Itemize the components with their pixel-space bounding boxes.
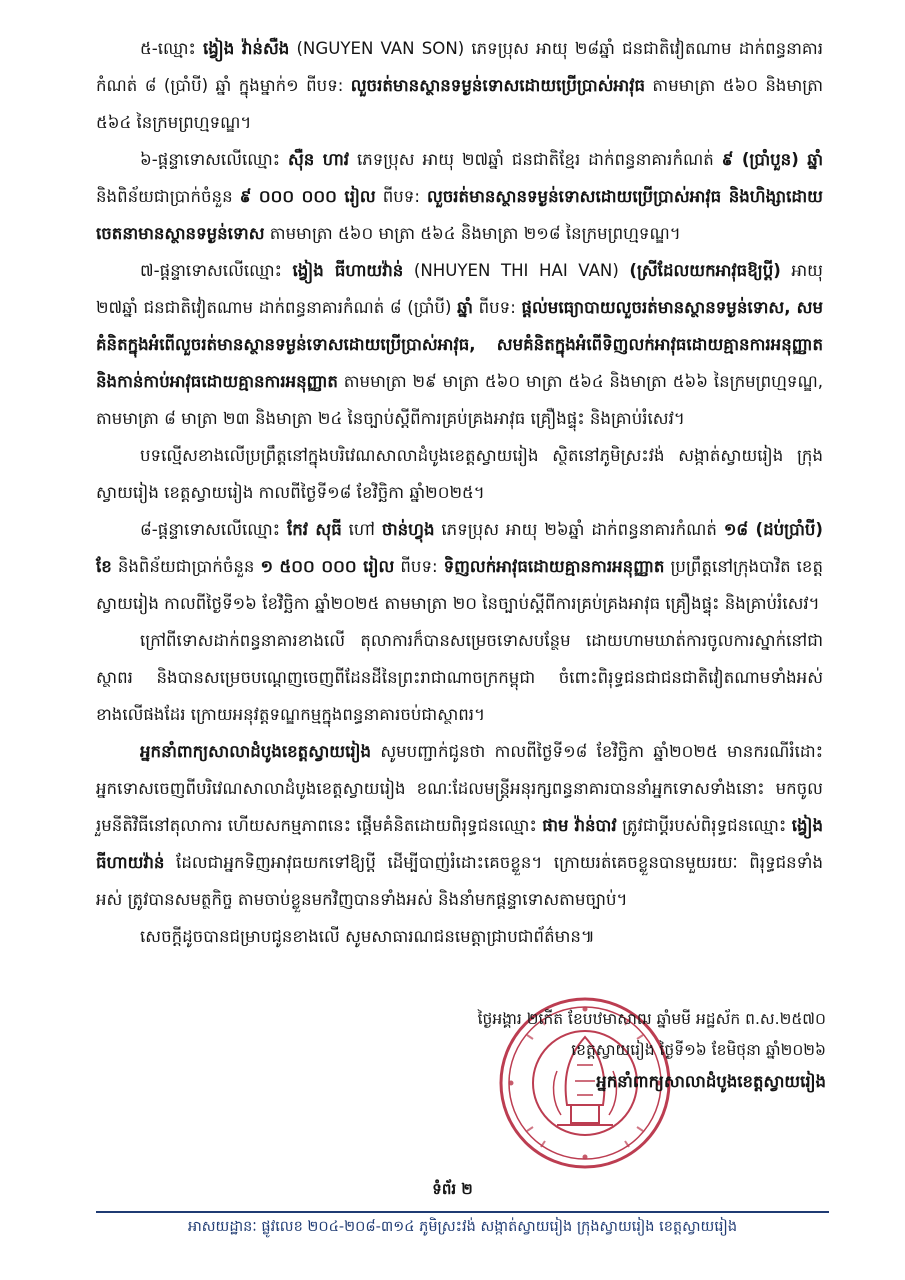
text-run: ក្រៅពីទោសដាក់ពន្ធនាគារខាងលើ តុលាការក៏បានសម្រេចទោសបន្ថែម ដោយហាមឃាត់ការចូលការស្នាក់នៅជាស្ថាពរ និងបានសម្រេចបណ្តេញចេញពីដែនដីនៃព្រះរាជាណាចក្រកម្ពុជា ចំពោះពិរុទ្ធជនជាជនជាតិវៀតណាមទាំងអស់ខាងលើផងដែរ ក្រោយអនុវត្តទណ្ឌកម្មក្នុងពន្ធនាគារចប់ជាស្ថាពរ។ bbox=[96, 631, 823, 724]
bold-text-run: ផាម វ៉ាន់បាវ bbox=[542, 816, 617, 835]
text-run: ប្រព្រឹត្តនៅក្រុងបាវិត ខេត្តស្វាយរៀង កាលពីថ្ងៃទី១៦ ខែវិច្ឆិកា ឆ្នាំ២០២៥ តាមមាត្រា ២០ នៃច្បាប់ស្តីពីការគ្រប់គ្រងអាវុធ គ្រឿងផ្ទុះ និងគ្រាប់រំសេវ។ bbox=[96, 557, 823, 613]
text-run: ភេទប្រុស អាយុ ២៦ឆ្នាំ ដាក់ពន្ធនាគារកំណត់ bbox=[434, 520, 724, 539]
paragraph-verdict-5 bbox=[96, 30, 823, 141]
paragraph-spokesperson-statement bbox=[96, 733, 823, 918]
bold-text-run: ទិញលក់អាវុធដោយគ្មានការអនុញ្ញាត bbox=[443, 557, 665, 576]
paragraph-verdict-7 bbox=[96, 252, 823, 437]
text-run: ៨-ផ្តន្ទាទោសលើឈ្មោះ bbox=[140, 520, 287, 539]
text-run: ហៅ bbox=[341, 520, 382, 539]
solar-date: ខេត្តស្វាយរៀង ថ្ងៃទី១៦ ខែមិថុនា ឆ្នាំ២០២៦ bbox=[571, 1041, 826, 1059]
signature-block bbox=[340, 1004, 826, 1097]
paragraph-closing bbox=[96, 918, 823, 955]
text-run: តាមមាត្រា ៥៦០ មាត្រា ៥៦៤ និងមាត្រា ២១៨ នៃក្រមព្រហ្មទណ្ឌ។ bbox=[264, 224, 681, 243]
text-run: (NGUYEN VAN SON) ភេទប្រុស អាយុ ២៨ឆ្នាំ ជនជាតិវៀតណាម ដាក់ពន្ធនាគារកំណត់ ៨ (ប្រាំបី) ឆ្នាំ ក្នុងម្នាក់១ ពីបទ: bbox=[96, 39, 823, 95]
bold-text-run: ថាន់ហ្វុង bbox=[381, 520, 435, 539]
text-run: ពីបទ: bbox=[394, 557, 444, 576]
text-run: ពីបទ: bbox=[375, 187, 427, 206]
footer-address: អាសយដ្ឋានៈ ផ្លូវលេខ ២០៤-២០៨-៣១៤ ភូមិស្រះវង់ សង្កាត់ស្វាយរៀង ក្រុងស្វាយរៀង ខេត្តស្វាយរៀង bbox=[187, 1219, 738, 1235]
bold-text-run: ១ ៥០០ ០០០ រៀល bbox=[260, 557, 395, 576]
paragraph-additional-penalty bbox=[96, 622, 823, 733]
bold-text-run: លួចរត់មានស្ថានទម្ងន់ទោសដោយប្រើប្រាស់អាវុធ bbox=[350, 76, 646, 95]
paragraph-offense-location bbox=[96, 437, 823, 511]
text-run: (NHUYEN THI HAI VAN) bbox=[403, 261, 630, 280]
footer-divider bbox=[96, 1211, 829, 1213]
bold-text-run: ៩ ០០០ ០០០ រៀល bbox=[239, 187, 376, 206]
bold-text-run: អ្នកនាំពាក្យសាលាដំបូងខេត្តស្វាយរៀង bbox=[140, 742, 372, 761]
bold-text-run: កែវ សុធី bbox=[286, 520, 342, 539]
paragraph-verdict-8 bbox=[96, 511, 823, 622]
page-number: ទំព័រ ២ bbox=[432, 1180, 473, 1198]
text-run: អាយុ ២៧ឆ្នាំ ជនជាតិវៀតណាម ដាក់ពន្ធនាគារកំណត់ ៨ (ប្រាំបី) bbox=[96, 261, 823, 317]
bold-text-run: ង្វៀង វ៉ាន់សឺង bbox=[202, 39, 290, 58]
text-run: សូមបញ្ជាក់ជូនថា កាលពីថ្ងៃទី១៨ ខែវិច្ឆិកា ឆ្នាំ២០២៥ មានករណីរំដោះអ្នកទោសចេញពីបរិវេណសាលាដំបូងខេត្តស្វាយរៀង ខណៈដែលមន្ត្រីអនុរក្សពន្ធនាគារបាននាំអ្នកទោសទាំងនោះ មកចូលរួមនីតិវិធីនៅតុលាការ ហើយសកម្មភាពនេះ ផ្តើមគំនិតដោយពិរុទ្ធជនឈ្មោះ bbox=[96, 742, 823, 835]
bold-text-run: ៩ (ប្រាំបួន) ឆ្នាំ bbox=[721, 150, 823, 169]
text-run: តាមមាត្រា ៥៦០ និងមាត្រា ៥៦៤ នៃក្រមព្រហ្មទណ្ឌ។ bbox=[96, 76, 823, 132]
signatory-title: អ្នកនាំពាក្យសាលាដំបូងខេត្តស្វាយរៀង bbox=[596, 1072, 826, 1091]
bold-text-run: (ស្រីដែលយកអាវុធឱ្យប្តី) bbox=[629, 261, 781, 280]
bold-text-run: ឆ្នាំ bbox=[457, 298, 473, 317]
document-body bbox=[96, 30, 823, 955]
text-run: ៥-ឈ្មោះ bbox=[140, 39, 203, 58]
text-run: ពីបទ: bbox=[472, 298, 522, 317]
text-run: ៧-ផ្តន្ទាទោសលើឈ្មោះ bbox=[140, 261, 293, 280]
bold-text-run: ផ្តល់មធ្យោបាយលួចរត់មានស្ថានទម្ងន់ទោស, សមគំនិតក្នុងអំពើលួចរត់មានស្ថានទម្ងន់ទោសដោយប្រើប្រាស់អាវុធ, សមគំនិតក្នុងអំពើទិញលក់អាវុធដោយគ្មានការអនុញ្ញាត និងកាន់កាប់អាវុធដោយគ្មានការអនុញ្ញាត bbox=[96, 298, 823, 391]
text-run: និងពិន័យជាប្រាក់ចំនួន bbox=[96, 187, 240, 206]
text-run: សេចក្តីដូចបានជម្រាបជូនខាងលើ សូមសាធារណជនមេត្តាជ្រាបជាព័ត៌មាន៕ bbox=[140, 927, 595, 946]
bold-text-run: ង្វៀង ធីហាយវ៉ាន់ bbox=[292, 261, 404, 280]
bold-text-run: ស៊ឺន ហាវ bbox=[287, 150, 350, 169]
text-run: ដែលជាអ្នកទិញអាវុធយកទៅឱ្យប្តី ដើម្បីបាញ់រំដោះគេចខ្លួន។ ក្រោយរត់គេចខ្លួនបានមួយរយៈ ពិរុទ្ធជនទាំងអស់ ត្រូវបានសមត្ថកិច្ច តាមចាប់ខ្លួនមកវិញបានទាំងអស់ និងនាំមកផ្តន្ទាទោសតាមច្បាប់។ bbox=[96, 853, 823, 909]
bold-text-run: ១៨ (ដប់ប្រាំបី) ខែ bbox=[96, 520, 824, 576]
text-run: និងពិន័យជាប្រាក់ចំនួន bbox=[111, 557, 261, 576]
text-run: បទល្មើសខាងលើប្រព្រឹត្តនៅក្នុងបរិវេណសាលាដំបូងខេត្តស្វាយរៀង ស្ថិតនៅភូមិស្រះវង់ សង្កាត់ស្វាយរៀង ក្រុងស្វាយរៀង ខេត្តស្វាយរៀង កាលពីថ្ងៃទី១៨ ខែវិច្ឆិកា ឆ្នាំ២០២៥។ bbox=[96, 446, 823, 502]
text-run: ភេទប្រុស អាយុ ២៧ឆ្នាំ ជនជាតិខ្មែរ ដាក់ពន្ធនាគារកំណត់ bbox=[349, 150, 722, 169]
paragraph-verdict-6 bbox=[96, 141, 823, 252]
text-run: តាមមាត្រា ២៩ មាត្រា ៥៦០ មាត្រា ៥៦៤ និងមាត្រា ៥៦៦ នៃក្រមព្រហ្មទណ្ឌ, តាមមាត្រា ៨ មាត្រា ២៣ និងមាត្រា ២៤ នៃច្បាប់ស្តីពីការគ្រប់គ្រងអាវុធ គ្រឿងផ្ទុះ និងគ្រាប់រំសេវ។ bbox=[96, 372, 823, 428]
text-run: ៦-ផ្តន្ទាទោសលើឈ្មោះ bbox=[140, 150, 288, 169]
bold-text-run: លួចរត់មានស្ថានទម្ងន់ទោសដោយប្រើប្រាស់អាវុធ និងហិង្សាដោយចេតនាមានស្ថានទម្ងន់ទោស bbox=[96, 187, 823, 243]
bold-text-run: ង្វៀង ធីហាយវ៉ាន់ bbox=[96, 816, 823, 872]
lunar-date: ថ្ងៃអង្គារ ២កើត ខែបឋមាសាឍ ឆ្នាំមមី អដ្ឋស័ក ព.ស.២៥៧០ bbox=[477, 1010, 826, 1028]
text-run: ត្រូវជាប្តីរបស់ពិរុទ្ធជនឈ្មោះ bbox=[616, 816, 792, 835]
